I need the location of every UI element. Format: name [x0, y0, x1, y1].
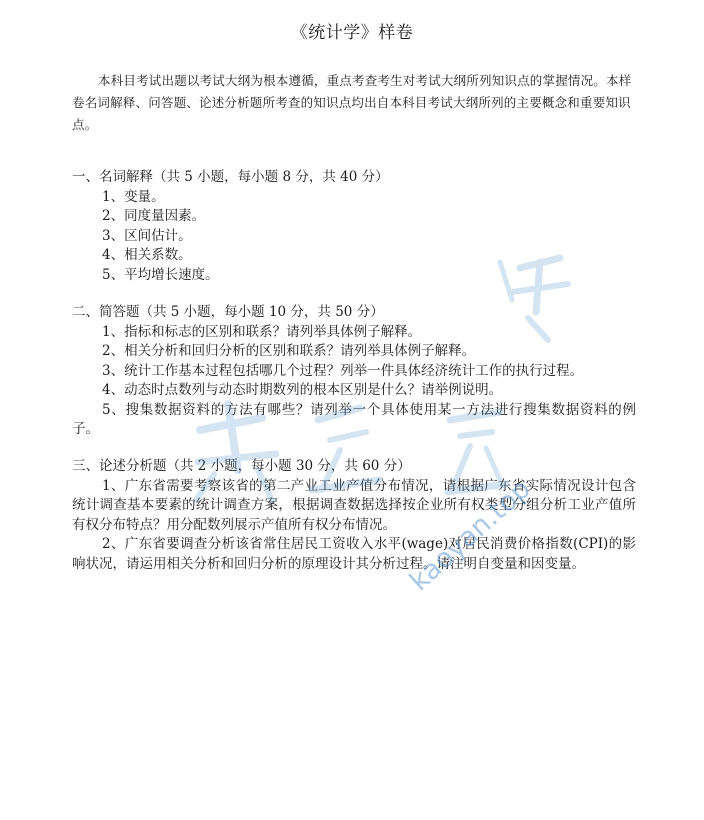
list-item: 5、平均增长速度。: [102, 266, 219, 283]
question-item: 2、相关分析和回归分析的区别和联系？请列举具体例子解释。: [102, 343, 476, 359]
section-short-answer: [72, 303, 636, 440]
watermark-stroke: [512, 284, 568, 292]
list-item: 1、变量。: [102, 188, 165, 205]
list-item: 3、区间估计。: [102, 227, 192, 244]
section-heading: 三、论述分析题（共 2 小题，每小题 30 分，共 60 分）: [72, 458, 411, 474]
list-item: 4、相关系数。: [102, 247, 192, 263]
question-item: 2、广东省要调查分析该省常住居民工资收入水平(wage)对居民消费价格指数(CPI)的影响状况，请运用相关分析和回归分析的原理设计其分析过程。请注明自变量和因变量。: [72, 536, 636, 572]
section-heading: 二、简答题（共 5 小题，每小题 10 分，共 50 分）: [72, 304, 384, 320]
document-title: 《统计学》样卷: [290, 23, 414, 43]
question-item: 1、广东省需要考察该省的第二产业工业产值分布情况，请根据广东省实际情况设计包含统计调查基本要素的统计调查方案，根据调查数据选择按企业所有权类型分组分析工业产值所有权分布特点？用分配数列展示产值所有权分布情况。: [72, 477, 636, 533]
section-essay-analysis: [72, 457, 636, 574]
question-item: 3、统计工作基本过程包括哪几个过程？列举一件具体经济统计工作的执行过程。: [102, 362, 584, 379]
watermark-lettering: kaoyan.top: [403, 473, 537, 598]
question-item: 4、动态时点数列与动态时期数列的根本区别是什么？请举例说明。: [102, 382, 503, 398]
section-term-definitions: [72, 168, 636, 285]
section-heading: 一、名词解释（共 5 小题，每小题 8 分，共 40 分）: [72, 169, 389, 185]
intro-paragraph: 本科目考试出题以考试大纲为根本遵循，重点考查考生对考试大纲所列知识点的掌握情况。本样卷名词解释、问答题、论述分析题所考查的知识点均出自本科目考试大纲所列的主要概念和重要知识点。: [72, 73, 632, 132]
question-item: 1、指标和标志的区别和联系？请列举具体例子解释。: [102, 323, 422, 340]
question-item: 5、搜集数据资料的方法有哪些？请列举一个具体使用某一方法进行搜集数据资料的例子。: [72, 401, 636, 437]
list-item: 2、同度量因素。: [102, 208, 206, 224]
